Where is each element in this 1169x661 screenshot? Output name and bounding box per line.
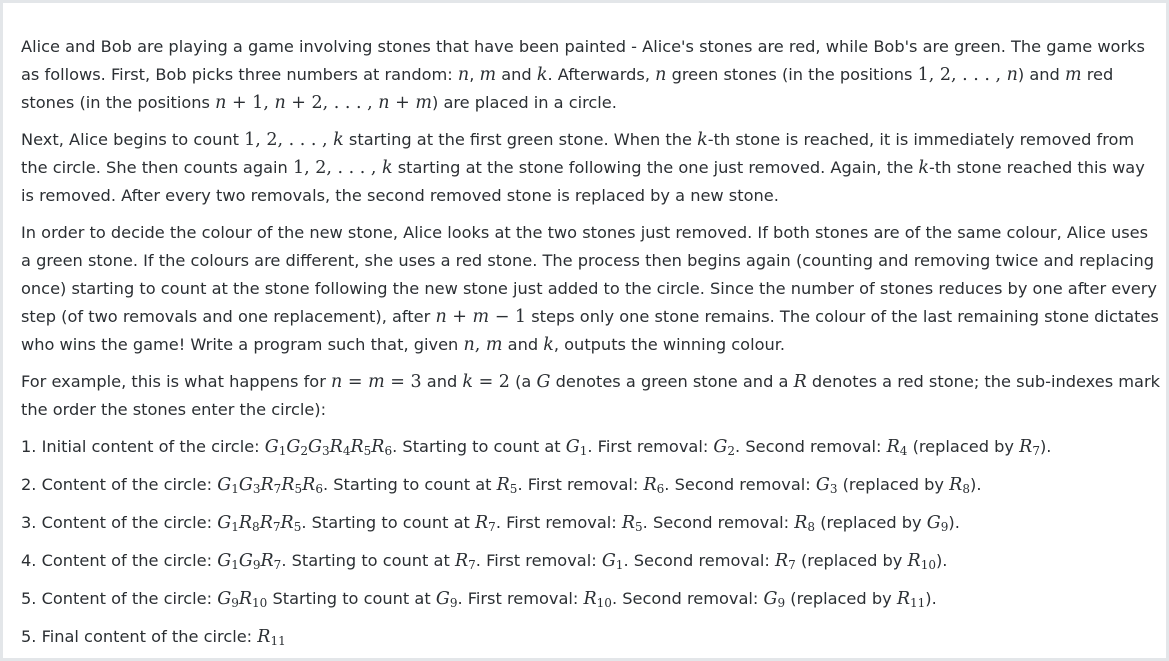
paragraph-example: For example, this is what happens for n = m = 3 and k = 2 (a G denotes a green stone and a R denotes a red stone; the sub-indexes mark the order the stones enter the circle): — [21, 372, 1160, 419]
example-step-2: 2. Content of the circle: $G_1G_3R_7R_5R_6$. Starting to count at $R_5$. First removal: $R_6$. Second removal: $G_3$ (replaced by $R_8$). — [21, 475, 982, 496]
example-step-final: 5. Final content of the circle: $R_{11}$ — [21, 627, 286, 648]
example-step-4: 4. Content of the circle: $G_1G_9R_7$. Starting to count at $R_7$. First removal: $G_1$. Second removal: $R_7$ (replaced by $R_{10}$). — [21, 551, 948, 572]
paragraph-counting: Next, Alice begins to count 1, 2, . . . , k starting at the first green stone. When the k-th stone is reached, it is immediately removed from the circle. She then counts again 1, 2, . . . , k starting at the stone following the one just removed. Again, the k-th stone reached this way is removed. After every two removals, the second removed stone is replaced by a new stone. — [21, 130, 1145, 205]
problem-statement — [21, 33, 1161, 661]
paragraph-intro: Alice and Bob are playing a game involving stones that have been painted - Alice's stones are red, while Bob's are green. The game works as follows. First, Bob picks three numbers at random: n, m and k. Afterwards, n green stones (in the positions 1, 2, . . . , n) and m red stones (in the positions n + 1, n + 2, . . . , n + m) are placed in a circle. — [21, 37, 1145, 113]
paragraph-colour-rule: In order to decide the colour of the new stone, Alice looks at the two stones just removed. If both stones are of the same colour, Alice uses a green stone. If the colours are different, she uses a red stone. The process then begins again (counting and removing twice and replacing once) starting to count at the stone following the new stone just added to the circle. Since the number of stones reduces by one after every step (of two removals and one replacement), after n + m − 1 steps only one stone remains. The colour of the last remaining stone dictates who wins the game! Write a program such that, given n, m and k, outputs the winning colour. — [21, 223, 1159, 355]
example-step-5: 5. Content of the circle: $G_9R_{10}$ Starting to count at $G_9$. First removal: $R_{10}$. Second removal: $G_9$ (replaced by $R_{11}$). — [21, 589, 937, 610]
example-step-3: 3. Content of the circle: $G_1R_8R_7R_5$. Starting to count at $R_7$. First removal: $R_5$. Second removal: $R_8$ (replaced by $G_9$). — [21, 513, 960, 534]
example-step-1: 1. Initial content of the circle: $G_1G_2G_3R_4R_5R_6$. Starting to count at $G_1$. First removal: $G_2$. Second removal: $R_4$ (replaced by $R_7$). — [21, 437, 1052, 458]
